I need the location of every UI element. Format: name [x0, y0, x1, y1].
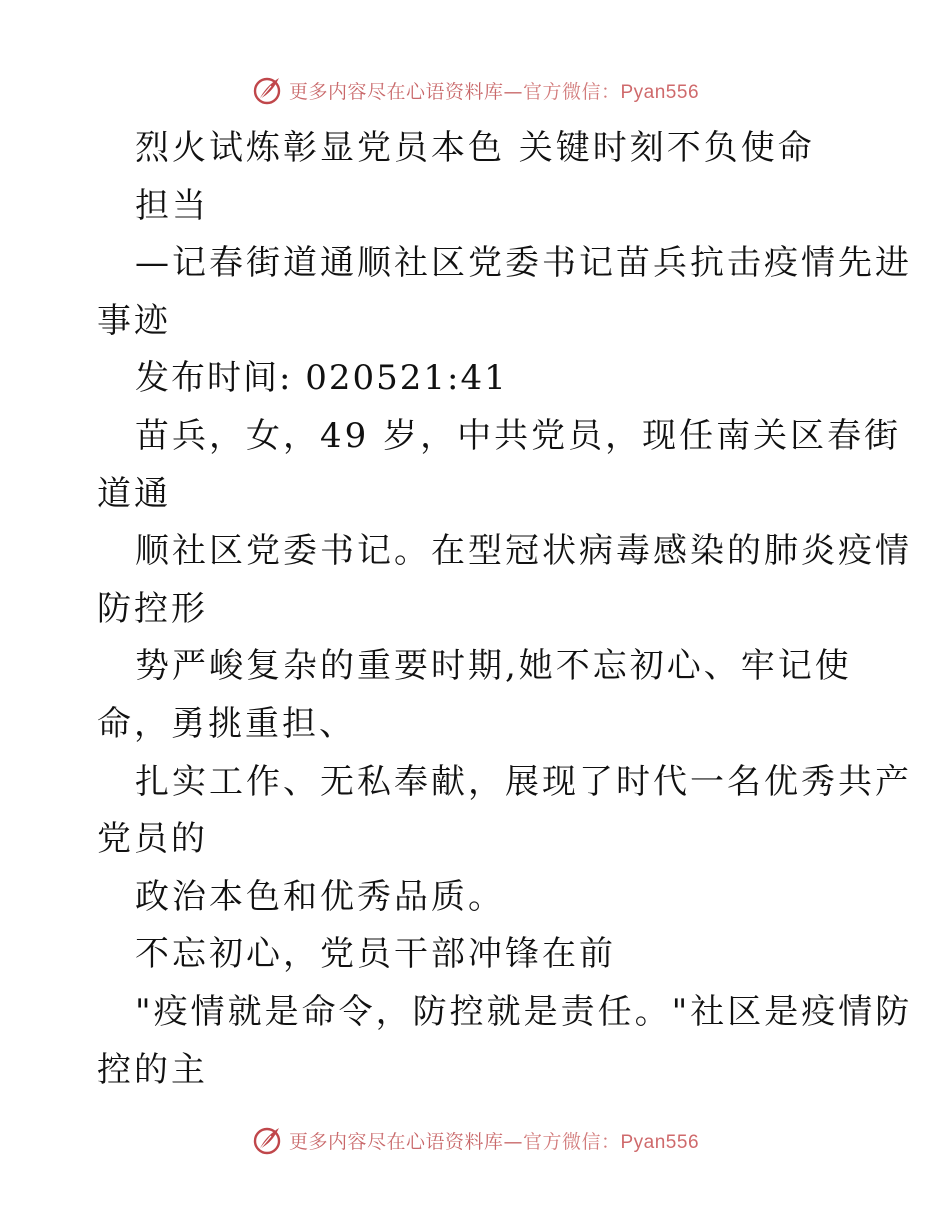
- feather-quill-icon: [251, 74, 283, 106]
- doc-subtitle-line-2: 事迹: [97, 300, 171, 341]
- doc-subtitle-line-1: —记春街道通顺社区党委书记苗兵抗击疫情先进: [135, 243, 912, 284]
- document-body: [97, 120, 913, 1099]
- watermark-handle: Pyan556: [620, 81, 700, 103]
- doc-paragraph-line: 道通: [97, 473, 171, 514]
- doc-paragraph-line: 党员的: [97, 819, 208, 860]
- watermark-brand: 更多内容尽在心语资料库: [288, 1130, 504, 1153]
- doc-paragraph-line: 防控形: [97, 588, 208, 629]
- doc-paragraph-line: 控的主: [97, 1049, 208, 1090]
- watermark-header: [0, 70, 950, 110]
- doc-paragraph-line: 政治本色和优秀品质。: [135, 876, 505, 917]
- watermark-footer: [0, 1120, 950, 1160]
- doc-paragraph-line: 扎实工作、无私奉献，展现了时代一名优秀共产: [135, 761, 912, 802]
- doc-paragraph-line: 势严峻复杂的重要时期,她不忘初心、牢记使: [135, 646, 852, 687]
- doc-publish-time: 发布时间: 020521:41: [135, 358, 508, 399]
- doc-paragraph-line: 顺社区党委书记。在型冠状病毒感染的肺炎疫情: [135, 531, 912, 572]
- watermark-wechat-label: 官方微信：: [522, 1130, 621, 1153]
- doc-paragraph-line: 命，勇挑重担、: [97, 703, 356, 744]
- doc-paragraph-line: "疫情就是命令，防控就是责任。"社区是疫情防: [135, 991, 913, 1032]
- watermark-dash: —: [503, 1130, 523, 1153]
- watermark-handle: Pyan556: [620, 1131, 700, 1153]
- watermark-wechat-label: 官方微信：: [522, 80, 621, 103]
- watermark-brand: 更多内容尽在心语资料库: [288, 80, 504, 103]
- doc-paragraph-line: 苗兵，女，49 岁，中共党员，现任南关区春街: [135, 415, 902, 456]
- doc-title-line-2: 担当: [135, 185, 209, 226]
- doc-title-line-1: 烈火试炼彰显党员本色 关键时刻不负使命: [135, 128, 815, 168]
- doc-section-heading: 不忘初心，党员干部冲锋在前: [135, 934, 616, 975]
- feather-quill-icon: [251, 1124, 283, 1156]
- watermark-dash: —: [503, 80, 523, 103]
